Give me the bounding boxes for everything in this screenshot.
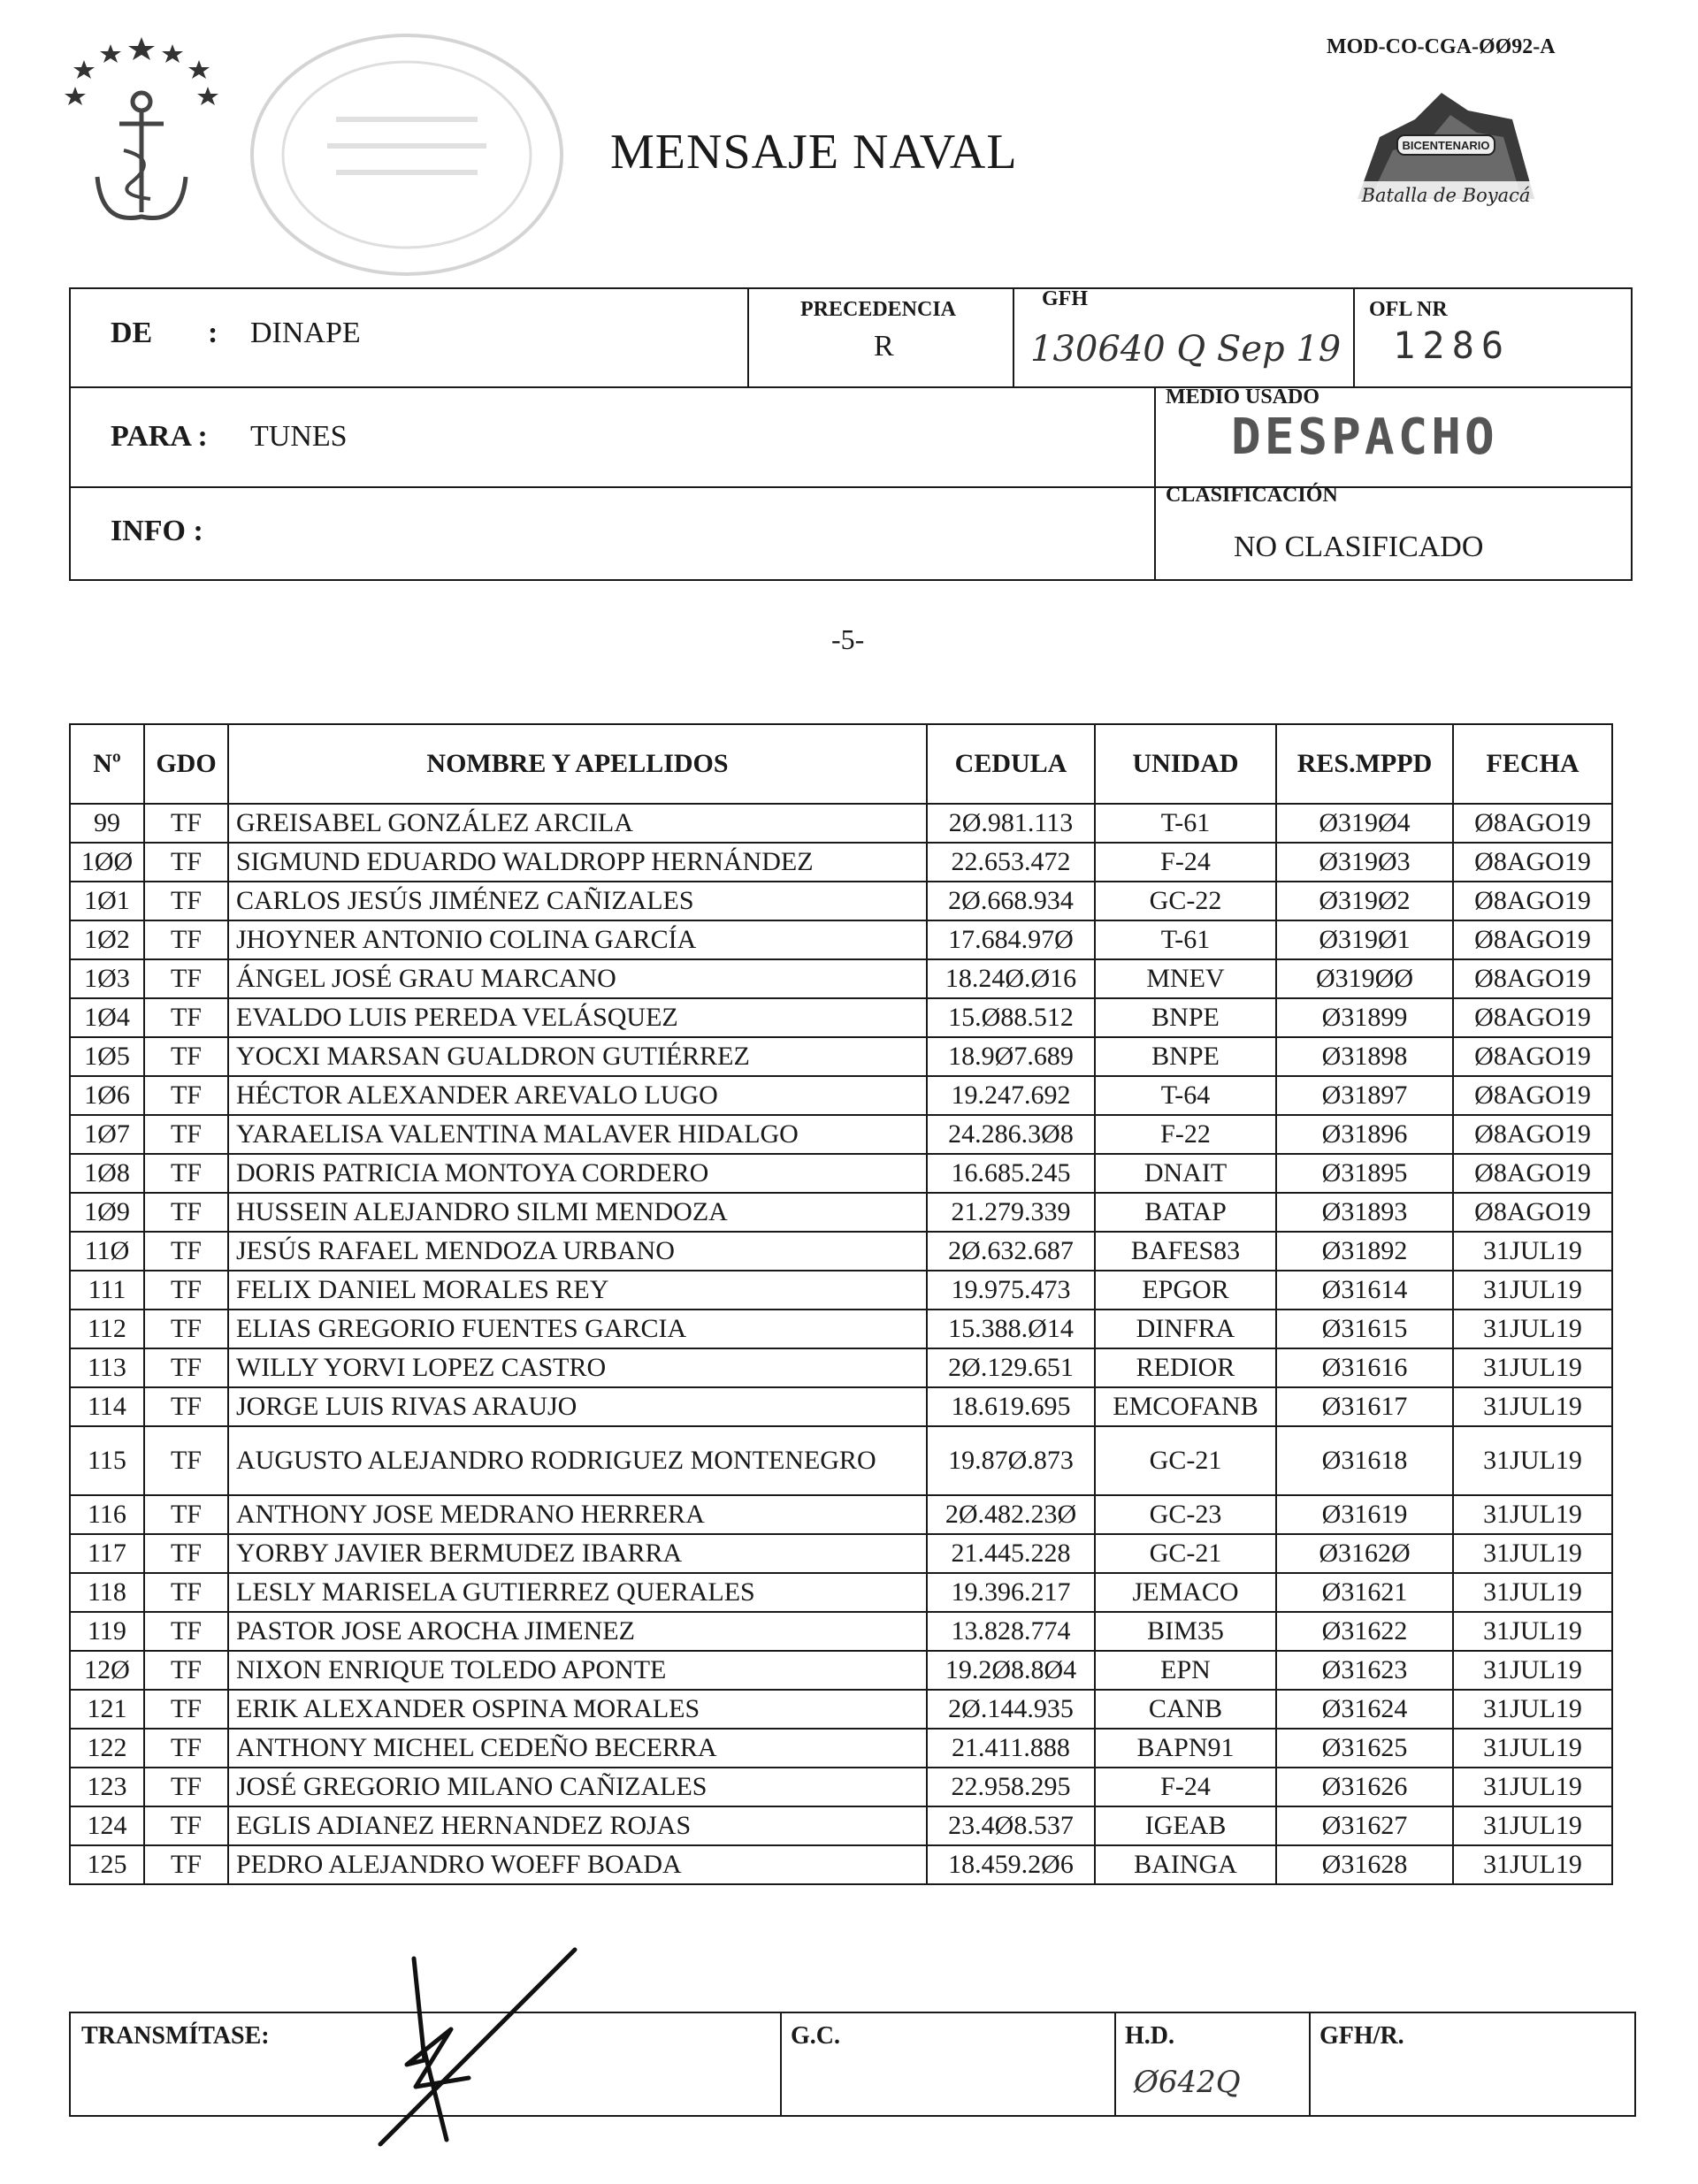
- cell-unidad: GC-21: [1095, 1534, 1276, 1573]
- cell-grado: TF: [144, 1310, 228, 1348]
- cell-res-mppd: Ø31626: [1276, 1768, 1453, 1806]
- cell-nombre: EGLIS ADIANEZ HERNANDEZ ROJAS: [228, 1806, 927, 1845]
- table-body: [70, 804, 1612, 1884]
- table-row: [70, 1845, 1612, 1884]
- cell-cedula: 19.247.692: [927, 1076, 1095, 1115]
- cell-grado: TF: [144, 804, 228, 843]
- cell-unidad: DNAIT: [1095, 1154, 1276, 1193]
- cell-res-mppd: Ø31619: [1276, 1495, 1453, 1534]
- cell-numero: 114: [70, 1387, 144, 1426]
- cell-grado: TF: [144, 1271, 228, 1310]
- cell-cedula: 18.24Ø.Ø16: [927, 959, 1095, 998]
- cell-nombre: JORGE LUIS RIVAS ARAUJO: [228, 1387, 927, 1426]
- cell-nombre: CARLOS JESÚS JIMÉNEZ CAÑIZALES: [228, 882, 927, 920]
- faded-round-seal-icon: [239, 22, 575, 279]
- cell-cedula: 21.279.339: [927, 1193, 1095, 1232]
- cell-nombre: PEDRO ALEJANDRO WOEFF BOADA: [228, 1845, 927, 1884]
- table-row: [70, 804, 1612, 843]
- naval-anchor-emblem-icon: [62, 35, 221, 248]
- cell-nombre: AUGUSTO ALEJANDRO RODRIGUEZ MONTENEGRO: [228, 1426, 927, 1495]
- cell-fecha: 31JUL19: [1453, 1348, 1612, 1387]
- cell-fecha: 31JUL19: [1453, 1573, 1612, 1612]
- table-row: [70, 1154, 1612, 1193]
- cell-nombre: ERIK ALEXANDER OSPINA MORALES: [228, 1690, 927, 1729]
- cell-grado: TF: [144, 1387, 228, 1426]
- table-row: [70, 1193, 1612, 1232]
- cell-fecha: Ø8AGO19: [1453, 1076, 1612, 1115]
- table-row: [70, 1271, 1612, 1310]
- cell-nombre: WILLY YORVI LOPEZ CASTRO: [228, 1348, 927, 1387]
- gc-label: G.C.: [791, 2022, 840, 2050]
- cell-numero: 123: [70, 1768, 144, 1806]
- cell-fecha: Ø8AGO19: [1453, 804, 1612, 843]
- cell-numero: 119: [70, 1612, 144, 1651]
- cell-cedula: 2Ø.129.651: [927, 1348, 1095, 1387]
- cell-res-mppd: Ø31625: [1276, 1729, 1453, 1768]
- cell-cedula: 18.9Ø7.689: [927, 1037, 1095, 1076]
- cell-res-mppd: Ø31616: [1276, 1348, 1453, 1387]
- cell-res-mppd: Ø31896: [1276, 1115, 1453, 1154]
- gfhr-label: GFH/R.: [1319, 2022, 1404, 2050]
- header-grado: GDO: [144, 724, 228, 804]
- cell-numero: 12Ø: [70, 1651, 144, 1690]
- cell-nombre: PASTOR JOSE AROCHA JIMENEZ: [228, 1612, 927, 1651]
- cell-nombre: JESÚS RAFAEL MENDOZA URBANO: [228, 1232, 927, 1271]
- cell-fecha: 31JUL19: [1453, 1806, 1612, 1845]
- cell-cedula: 2Ø.632.687: [927, 1232, 1095, 1271]
- table-row: [70, 1651, 1612, 1690]
- cell-unidad: BAFES83: [1095, 1232, 1276, 1271]
- cell-res-mppd: Ø319ØØ: [1276, 959, 1453, 998]
- cell-unidad: DINFRA: [1095, 1310, 1276, 1348]
- clasificacion-label: CLASIFICACIÓN: [1166, 484, 1338, 507]
- bicentenario-boyaca-logo-icon: [1344, 84, 1548, 225]
- cell-grado: TF: [144, 1845, 228, 1884]
- gfh-value-handwritten: 130640 Q Sep 19: [1030, 329, 1342, 370]
- table-row: [70, 1768, 1612, 1806]
- cell-fecha: 31JUL19: [1453, 1845, 1612, 1884]
- cell-res-mppd: Ø319Ø4: [1276, 804, 1453, 843]
- cell-grado: TF: [144, 1729, 228, 1768]
- cell-numero: 1Ø9: [70, 1193, 144, 1232]
- cell-unidad: F-24: [1095, 1768, 1276, 1806]
- cell-res-mppd: Ø319Ø1: [1276, 920, 1453, 959]
- cell-grado: TF: [144, 1193, 228, 1232]
- gc-cell: [780, 2013, 840, 2115]
- table-row: [70, 1426, 1612, 1495]
- cell-nombre: YARAELISA VALENTINA MALAVER HIDALGO: [228, 1115, 927, 1154]
- cell-fecha: 31JUL19: [1453, 1651, 1612, 1690]
- table-row: [70, 1806, 1612, 1845]
- cell-numero: 1Ø7: [70, 1115, 144, 1154]
- cell-unidad: JEMACO: [1095, 1573, 1276, 1612]
- cell-fecha: 31JUL19: [1453, 1690, 1612, 1729]
- cell-grado: TF: [144, 1076, 228, 1115]
- cell-numero: 122: [70, 1729, 144, 1768]
- cell-numero: 1Ø3: [70, 959, 144, 998]
- cell-cedula: 2Ø.668.934: [927, 882, 1095, 920]
- cell-numero: 1Ø1: [70, 882, 144, 920]
- cell-cedula: 19.975.473: [927, 1271, 1095, 1310]
- cell-numero: 1Ø6: [70, 1076, 144, 1115]
- cell-res-mppd: Ø31897: [1276, 1076, 1453, 1115]
- cell-fecha: 31JUL19: [1453, 1271, 1612, 1310]
- cell-numero: 112: [70, 1310, 144, 1348]
- cell-unidad: EPGOR: [1095, 1271, 1276, 1310]
- hd-label: H.D.: [1125, 2022, 1174, 2050]
- table-row: [70, 1534, 1612, 1573]
- cell-cedula: 15.388.Ø14: [927, 1310, 1095, 1348]
- table-row: [70, 1076, 1612, 1115]
- cell-numero: 121: [70, 1690, 144, 1729]
- de-label: DE: [111, 317, 153, 349]
- cell-nombre: ELIAS GREGORIO FUENTES GARCIA: [228, 1310, 927, 1348]
- cell-fecha: 31JUL19: [1453, 1534, 1612, 1573]
- cell-grado: TF: [144, 1037, 228, 1076]
- header-nombre: NOMBRE Y APELLIDOS: [228, 724, 927, 804]
- form-code: MOD-CO-CGA-ØØ92-A: [1327, 35, 1556, 58]
- precedencia-label: PRECEDENCIA: [800, 298, 957, 321]
- cell-grado: TF: [144, 1534, 228, 1573]
- cell-unidad: T-61: [1095, 804, 1276, 843]
- cell-unidad: T-64: [1095, 1076, 1276, 1115]
- cell-numero: 117: [70, 1534, 144, 1573]
- cell-fecha: 31JUL19: [1453, 1612, 1612, 1651]
- cell-cedula: 18.459.2Ø6: [927, 1845, 1095, 1884]
- transmitase-label: TRANSMÍTASE:: [81, 2022, 270, 2050]
- cell-cedula: 13.828.774: [927, 1612, 1095, 1651]
- para-label: PARA :: [111, 420, 208, 453]
- table-row: [70, 1115, 1612, 1154]
- cell-unidad: F-24: [1095, 843, 1276, 882]
- cell-unidad: T-61: [1095, 920, 1276, 959]
- footer-box: [69, 2012, 1636, 2117]
- cell-fecha: 31JUL19: [1453, 1310, 1612, 1348]
- cell-grado: TF: [144, 1115, 228, 1154]
- cell-grado: TF: [144, 1232, 228, 1271]
- cell-fecha: Ø8AGO19: [1453, 882, 1612, 920]
- cell-cedula: 22.958.295: [927, 1768, 1095, 1806]
- cell-unidad: BAPN91: [1095, 1729, 1276, 1768]
- table-row: [70, 843, 1612, 882]
- table-row: [70, 1037, 1612, 1076]
- table-row: [70, 920, 1612, 959]
- cell-cedula: 23.4Ø8.537: [927, 1806, 1095, 1845]
- cell-fecha: 31JUL19: [1453, 1495, 1612, 1534]
- cell-grado: TF: [144, 843, 228, 882]
- table-row: [70, 1729, 1612, 1768]
- cell-grado: TF: [144, 1806, 228, 1845]
- table-row: [70, 1612, 1612, 1651]
- cell-fecha: 31JUL19: [1453, 1387, 1612, 1426]
- cell-unidad: F-22: [1095, 1115, 1276, 1154]
- cell-unidad: BNPE: [1095, 1037, 1276, 1076]
- cell-cedula: 2Ø.482.23Ø: [927, 1495, 1095, 1534]
- cell-unidad: IGEAB: [1095, 1806, 1276, 1845]
- logo-text-bottom: Batalla de Boyacá: [1361, 185, 1531, 206]
- cell-grado: TF: [144, 1612, 228, 1651]
- cell-nombre: EVALDO LUIS PEREDA VELÁSQUEZ: [228, 998, 927, 1037]
- cell-res-mppd: Ø31617: [1276, 1387, 1453, 1426]
- cell-numero: 124: [70, 1806, 144, 1845]
- gfh-label: GFH: [1042, 287, 1088, 310]
- cell-cedula: 24.286.3Ø8: [927, 1115, 1095, 1154]
- cell-res-mppd: Ø31622: [1276, 1612, 1453, 1651]
- cell-fecha: Ø8AGO19: [1453, 998, 1612, 1037]
- cell-cedula: 17.684.97Ø: [927, 920, 1095, 959]
- cell-numero: 11Ø: [70, 1232, 144, 1271]
- cell-nombre: ANTHONY JOSE MEDRANO HERRERA: [228, 1495, 927, 1534]
- cell-unidad: REDIOR: [1095, 1348, 1276, 1387]
- cell-res-mppd: Ø3162Ø: [1276, 1534, 1453, 1573]
- cell-grado: TF: [144, 998, 228, 1037]
- table-row: [70, 1387, 1612, 1426]
- cell-fecha: 31JUL19: [1453, 1768, 1612, 1806]
- cell-grado: TF: [144, 1573, 228, 1612]
- table-header-row: [70, 724, 1612, 804]
- cell-grado: TF: [144, 920, 228, 959]
- cell-res-mppd: Ø31615: [1276, 1310, 1453, 1348]
- cell-fecha: 31JUL19: [1453, 1426, 1612, 1495]
- cell-unidad: EPN: [1095, 1651, 1276, 1690]
- cell-res-mppd: Ø31892: [1276, 1232, 1453, 1271]
- cell-fecha: Ø8AGO19: [1453, 843, 1612, 882]
- cell-cedula: 19.87Ø.873: [927, 1426, 1095, 1495]
- cell-numero: 113: [70, 1348, 144, 1387]
- cell-cedula: 2Ø.981.113: [927, 804, 1095, 843]
- cell-unidad: EMCOFANB: [1095, 1387, 1276, 1426]
- cell-numero: 1Ø4: [70, 998, 144, 1037]
- cell-fecha: Ø8AGO19: [1453, 1115, 1612, 1154]
- hd-cell: [1114, 2013, 1241, 2115]
- cell-numero: 115: [70, 1426, 144, 1495]
- table-row: [70, 1310, 1612, 1348]
- cell-unidad: GC-23: [1095, 1495, 1276, 1534]
- cell-cedula: 21.411.888: [927, 1729, 1095, 1768]
- cell-res-mppd: Ø31623: [1276, 1651, 1453, 1690]
- table-row: [70, 1348, 1612, 1387]
- cell-grado: TF: [144, 1690, 228, 1729]
- cell-nombre: GREISABEL GONZÁLEZ ARCILA: [228, 804, 927, 843]
- cell-numero: 118: [70, 1573, 144, 1612]
- cell-res-mppd: Ø31895: [1276, 1154, 1453, 1193]
- cell-res-mppd: Ø31627: [1276, 1806, 1453, 1845]
- page-marker: -5-: [831, 623, 865, 655]
- gfhr-cell: [1309, 2013, 1404, 2115]
- precedencia-value: R: [874, 330, 894, 363]
- document-title: MENSAJE NAVAL: [610, 125, 1018, 179]
- cell-nombre: JHOYNER ANTONIO COLINA GARCÍA: [228, 920, 927, 959]
- header-unidad: UNIDAD: [1095, 724, 1276, 804]
- table-row: [70, 1495, 1612, 1534]
- cell-grado: TF: [144, 959, 228, 998]
- cell-res-mppd: Ø31618: [1276, 1426, 1453, 1495]
- cell-unidad: CANB: [1095, 1690, 1276, 1729]
- cell-fecha: Ø8AGO19: [1453, 1193, 1612, 1232]
- cell-grado: TF: [144, 1426, 228, 1495]
- cell-nombre: YORBY JAVIER BERMUDEZ IBARRA: [228, 1534, 927, 1573]
- cell-nombre: LESLY MARISELA GUTIERREZ QUERALES: [228, 1573, 927, 1612]
- cell-unidad: GC-21: [1095, 1426, 1276, 1495]
- cell-grado: TF: [144, 882, 228, 920]
- cell-res-mppd: Ø31898: [1276, 1037, 1453, 1076]
- cell-res-mppd: Ø31899: [1276, 998, 1453, 1037]
- cell-res-mppd: Ø31614: [1276, 1271, 1453, 1310]
- cell-unidad: BIM35: [1095, 1612, 1276, 1651]
- cell-numero: 111: [70, 1271, 144, 1310]
- cell-res-mppd: Ø31624: [1276, 1690, 1453, 1729]
- table-row: [70, 1232, 1612, 1271]
- cell-cedula: 2Ø.144.935: [927, 1690, 1095, 1729]
- table-row: [70, 1573, 1612, 1612]
- table-row: [70, 882, 1612, 920]
- cell-nombre: ÁNGEL JOSÉ GRAU MARCANO: [228, 959, 927, 998]
- cell-cedula: 18.619.695: [927, 1387, 1095, 1426]
- cell-fecha: Ø8AGO19: [1453, 1037, 1612, 1076]
- cell-res-mppd: Ø319Ø2: [1276, 882, 1453, 920]
- cell-res-mppd: Ø31621: [1276, 1573, 1453, 1612]
- header-fecha: FECHA: [1453, 724, 1612, 804]
- cell-numero: 1Ø5: [70, 1037, 144, 1076]
- cell-nombre: JOSÉ GREGORIO MILANO CAÑIZALES: [228, 1768, 927, 1806]
- cell-res-mppd: Ø31628: [1276, 1845, 1453, 1884]
- cell-unidad: GC-22: [1095, 882, 1276, 920]
- table-row: [70, 1690, 1612, 1729]
- cell-numero: 1Ø8: [70, 1154, 144, 1193]
- handwritten-signature-icon: [354, 1945, 584, 2149]
- medio-usado-stamp: DESPACHO: [1231, 409, 1498, 466]
- medio-usado-label: MEDIO USADO: [1166, 386, 1320, 409]
- header-cedula: CEDULA: [927, 724, 1095, 804]
- cell-numero: 116: [70, 1495, 144, 1534]
- cell-unidad: BATAP: [1095, 1193, 1276, 1232]
- cell-fecha: Ø8AGO19: [1453, 1154, 1612, 1193]
- ofl-nr-value: 1286: [1393, 324, 1511, 367]
- cell-fecha: 31JUL19: [1453, 1232, 1612, 1271]
- cell-cedula: 21.445.228: [927, 1534, 1095, 1573]
- personnel-table: [69, 723, 1613, 1885]
- cell-nombre: HÉCTOR ALEXANDER AREVALO LUGO: [228, 1076, 927, 1115]
- info-label: INFO :: [111, 515, 203, 547]
- cell-numero: 99: [70, 804, 144, 843]
- de-value: DINAPE: [250, 317, 361, 349]
- para-value: TUNES: [250, 420, 348, 453]
- cell-nombre: SIGMUND EDUARDO WALDROPP HERNÁNDEZ: [228, 843, 927, 882]
- cell-nombre: YOCXI MARSAN GUALDRON GUTIÉRREZ: [228, 1037, 927, 1076]
- cell-cedula: 22.653.472: [927, 843, 1095, 882]
- cell-grado: TF: [144, 1154, 228, 1193]
- cell-res-mppd: Ø31893: [1276, 1193, 1453, 1232]
- cell-cedula: 15.Ø88.512: [927, 998, 1095, 1037]
- cell-numero: 125: [70, 1845, 144, 1884]
- header-res-mppd: RES.MPPD: [1276, 724, 1453, 804]
- logo-text-top: BICENTENARIO: [1402, 139, 1490, 152]
- cell-numero: 1Ø2: [70, 920, 144, 959]
- cell-grado: TF: [144, 1768, 228, 1806]
- cell-grado: TF: [144, 1495, 228, 1534]
- cell-nombre: DORIS PATRICIA MONTOYA CORDERO: [228, 1154, 927, 1193]
- cell-res-mppd: Ø319Ø3: [1276, 843, 1453, 882]
- cell-grado: TF: [144, 1651, 228, 1690]
- cell-nombre: FELIX DANIEL MORALES REY: [228, 1271, 927, 1310]
- cell-cedula: 19.2Ø8.8Ø4: [927, 1651, 1095, 1690]
- cell-nombre: HUSSEIN ALEJANDRO SILMI MENDOZA: [228, 1193, 927, 1232]
- cell-nombre: ANTHONY MICHEL CEDEÑO BECERRA: [228, 1729, 927, 1768]
- cell-unidad: BNPE: [1095, 998, 1276, 1037]
- cell-nombre: NIXON ENRIQUE TOLEDO APONTE: [228, 1651, 927, 1690]
- cell-cedula: 19.396.217: [927, 1573, 1095, 1612]
- header-numero: Nº: [70, 724, 144, 804]
- hd-value-handwritten: Ø642Q: [1134, 2065, 1241, 2100]
- table-row: [70, 959, 1612, 998]
- cell-numero: 1ØØ: [70, 843, 144, 882]
- ofl-nr-label: OFL NR: [1369, 298, 1448, 321]
- cell-cedula: 16.685.245: [927, 1154, 1095, 1193]
- cell-fecha: Ø8AGO19: [1453, 959, 1612, 998]
- table-row: [70, 998, 1612, 1037]
- de-colon: :: [208, 317, 218, 349]
- clasificacion-value: NO CLASIFICADO: [1234, 531, 1484, 563]
- cell-unidad: MNEV: [1095, 959, 1276, 998]
- cell-grado: TF: [144, 1348, 228, 1387]
- cell-fecha: 31JUL19: [1453, 1729, 1612, 1768]
- cell-unidad: BAINGA: [1095, 1845, 1276, 1884]
- cell-fecha: Ø8AGO19: [1453, 920, 1612, 959]
